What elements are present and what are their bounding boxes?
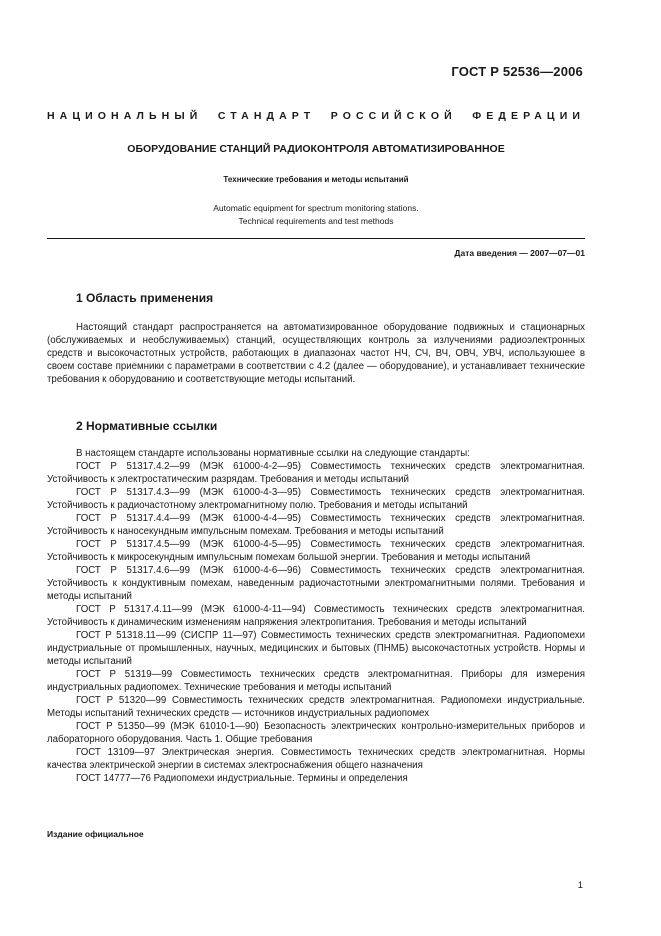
reference-item: ГОСТ Р 51317.4.11—99 (МЭК 61000-4-11—94) Совместимость технических средств электромагнитная. Устойчивость к динамическим изменениям напряжения электропитания. Требования и методы испытаний — [47, 604, 585, 628]
title-block — [47, 143, 585, 228]
title-divider — [47, 238, 585, 239]
reference-item: ГОСТ Р 51319—99 Совместимость технических средств электромагнитная. Приборы для измерения индустриальных радиопомех. Технические требования и методы испытаний — [47, 669, 585, 693]
reference-item: ГОСТ Р 51317.4.6—99 (МЭК 61000-4-6—96) Совместимость технических средств электромагнитная. Устойчивость к кондуктивным помехам, наведенным радиочастотными электромагнитными полями. Требования и методы испытаний — [47, 565, 585, 602]
reference-item: ГОСТ Р 51317.4.3—99 (МЭК 61000-4-3—95) Совместимость технических средств электромагнитная. Устойчивость к радиочастотному электромагнитному полю. Требования и методы испытаний — [47, 487, 585, 511]
document-subtitle: Технические требования и методы испытаний — [223, 175, 409, 184]
reference-item: ГОСТ Р 51320—99 Совместимость технических средств электромагнитная. Радиопомехи индустриальные. Методы испытаний технических средств — источников индустриальных радиопомех — [47, 695, 585, 719]
header-word: ФЕДЕРАЦИИ — [472, 110, 585, 122]
document-number: ГОСТ Р 52536—2006 — [451, 64, 583, 79]
english-title — [47, 202, 585, 228]
header-word: РОССИЙСКОЙ — [330, 110, 457, 122]
reference-item: ГОСТ Р 51318.11—99 (СИСПР 11—97) Совместимость технических средств электромагнитная. Радиопомехи индустриальные от промышленных, научных, медицинских и бытовых (ПНМБ) высокочастотных устройств. Нормы и методы испытаний — [47, 630, 585, 667]
document-title: ОБОРУДОВАНИЕ СТАНЦИЙ РАДИОКОНТРОЛЯ АВТОМАТИЗИРОВАННОЕ — [127, 143, 505, 155]
english-title-line: Technical requirements and test methods — [238, 216, 394, 226]
reference-item: ГОСТ Р 51350—99 (МЭК 61010-1—90) Безопасность электрических контрольно-измерительных приборов и лабораторного оборудования. Часть 1. Общие требования — [47, 721, 585, 745]
header-word: СТАНДАРТ — [217, 110, 316, 122]
introduction-date: Дата введения — 2007—07—01 — [454, 248, 585, 258]
national-standard-header — [47, 110, 585, 122]
reference-item: ГОСТ Р 51317.4.5—99 (МЭК 61000-4-5—95) Совместимость технических средств электромагнитная. Устойчивость к микросекундным импульсным помехам большой энергии. Требования и методы испытаний — [47, 539, 585, 563]
page-number: 1 — [577, 880, 583, 891]
reference-item: ГОСТ 13109—97 Электрическая энергия. Совместимость технических средств электромагнитная. Нормы качества электрической энергии в системах электроснабжения общего назначения — [47, 747, 585, 771]
official-edition-label: Издание официальное — [47, 829, 144, 839]
section-1-body — [47, 321, 585, 386]
paragraph: Настоящий стандарт распространяется на автоматизированное оборудование подвижных и стационарных (обслуживаемых и необслуживаемых) станций, осуществляющих контроль за излучениями радиоэлектронных средств и высокочастотных устройств, работающих в диапазонах частот НЧ, СЧ, ВЧ, ОВЧ, УВЧ, используюшее в своем составе приемники с параметрами в соответствии с 4.2 (далее — оборудование), и устанавливает технические требования к оборудованию и соответствующие методы испытаний. — [47, 322, 585, 385]
references-intro: В настоящем стандарте использованы нормативные ссылки на следующие стандарты: — [76, 448, 470, 459]
section-2-heading: 2 Нормативные ссылки — [76, 419, 218, 433]
header-word: НАЦИОНАЛЬНЫЙ — [47, 110, 203, 122]
reference-item: ГОСТ Р 51317.4.4—99 (МЭК 61000-4-4—95) Совместимость технических средств электромагнитная. Устойчивость к наносекундным импульсным помехам. Требования и методы испытаний — [47, 513, 585, 537]
english-title-line: Automatic equipment for spectrum monitoring stations. — [213, 203, 419, 213]
section-1-heading: 1 Область применения — [76, 291, 214, 305]
reference-item: ГОСТ 14777—76 Радиопомехи индустриальные. Термины и определения — [76, 773, 408, 784]
normative-references — [47, 447, 585, 785]
reference-item: ГОСТ Р 51317.4.2—99 (МЭК 61000-4-2—95) Совместимость технических средств электромагнитная. Устойчивость к электростатическим разрядам. Требования и методы испытаний — [47, 461, 585, 485]
